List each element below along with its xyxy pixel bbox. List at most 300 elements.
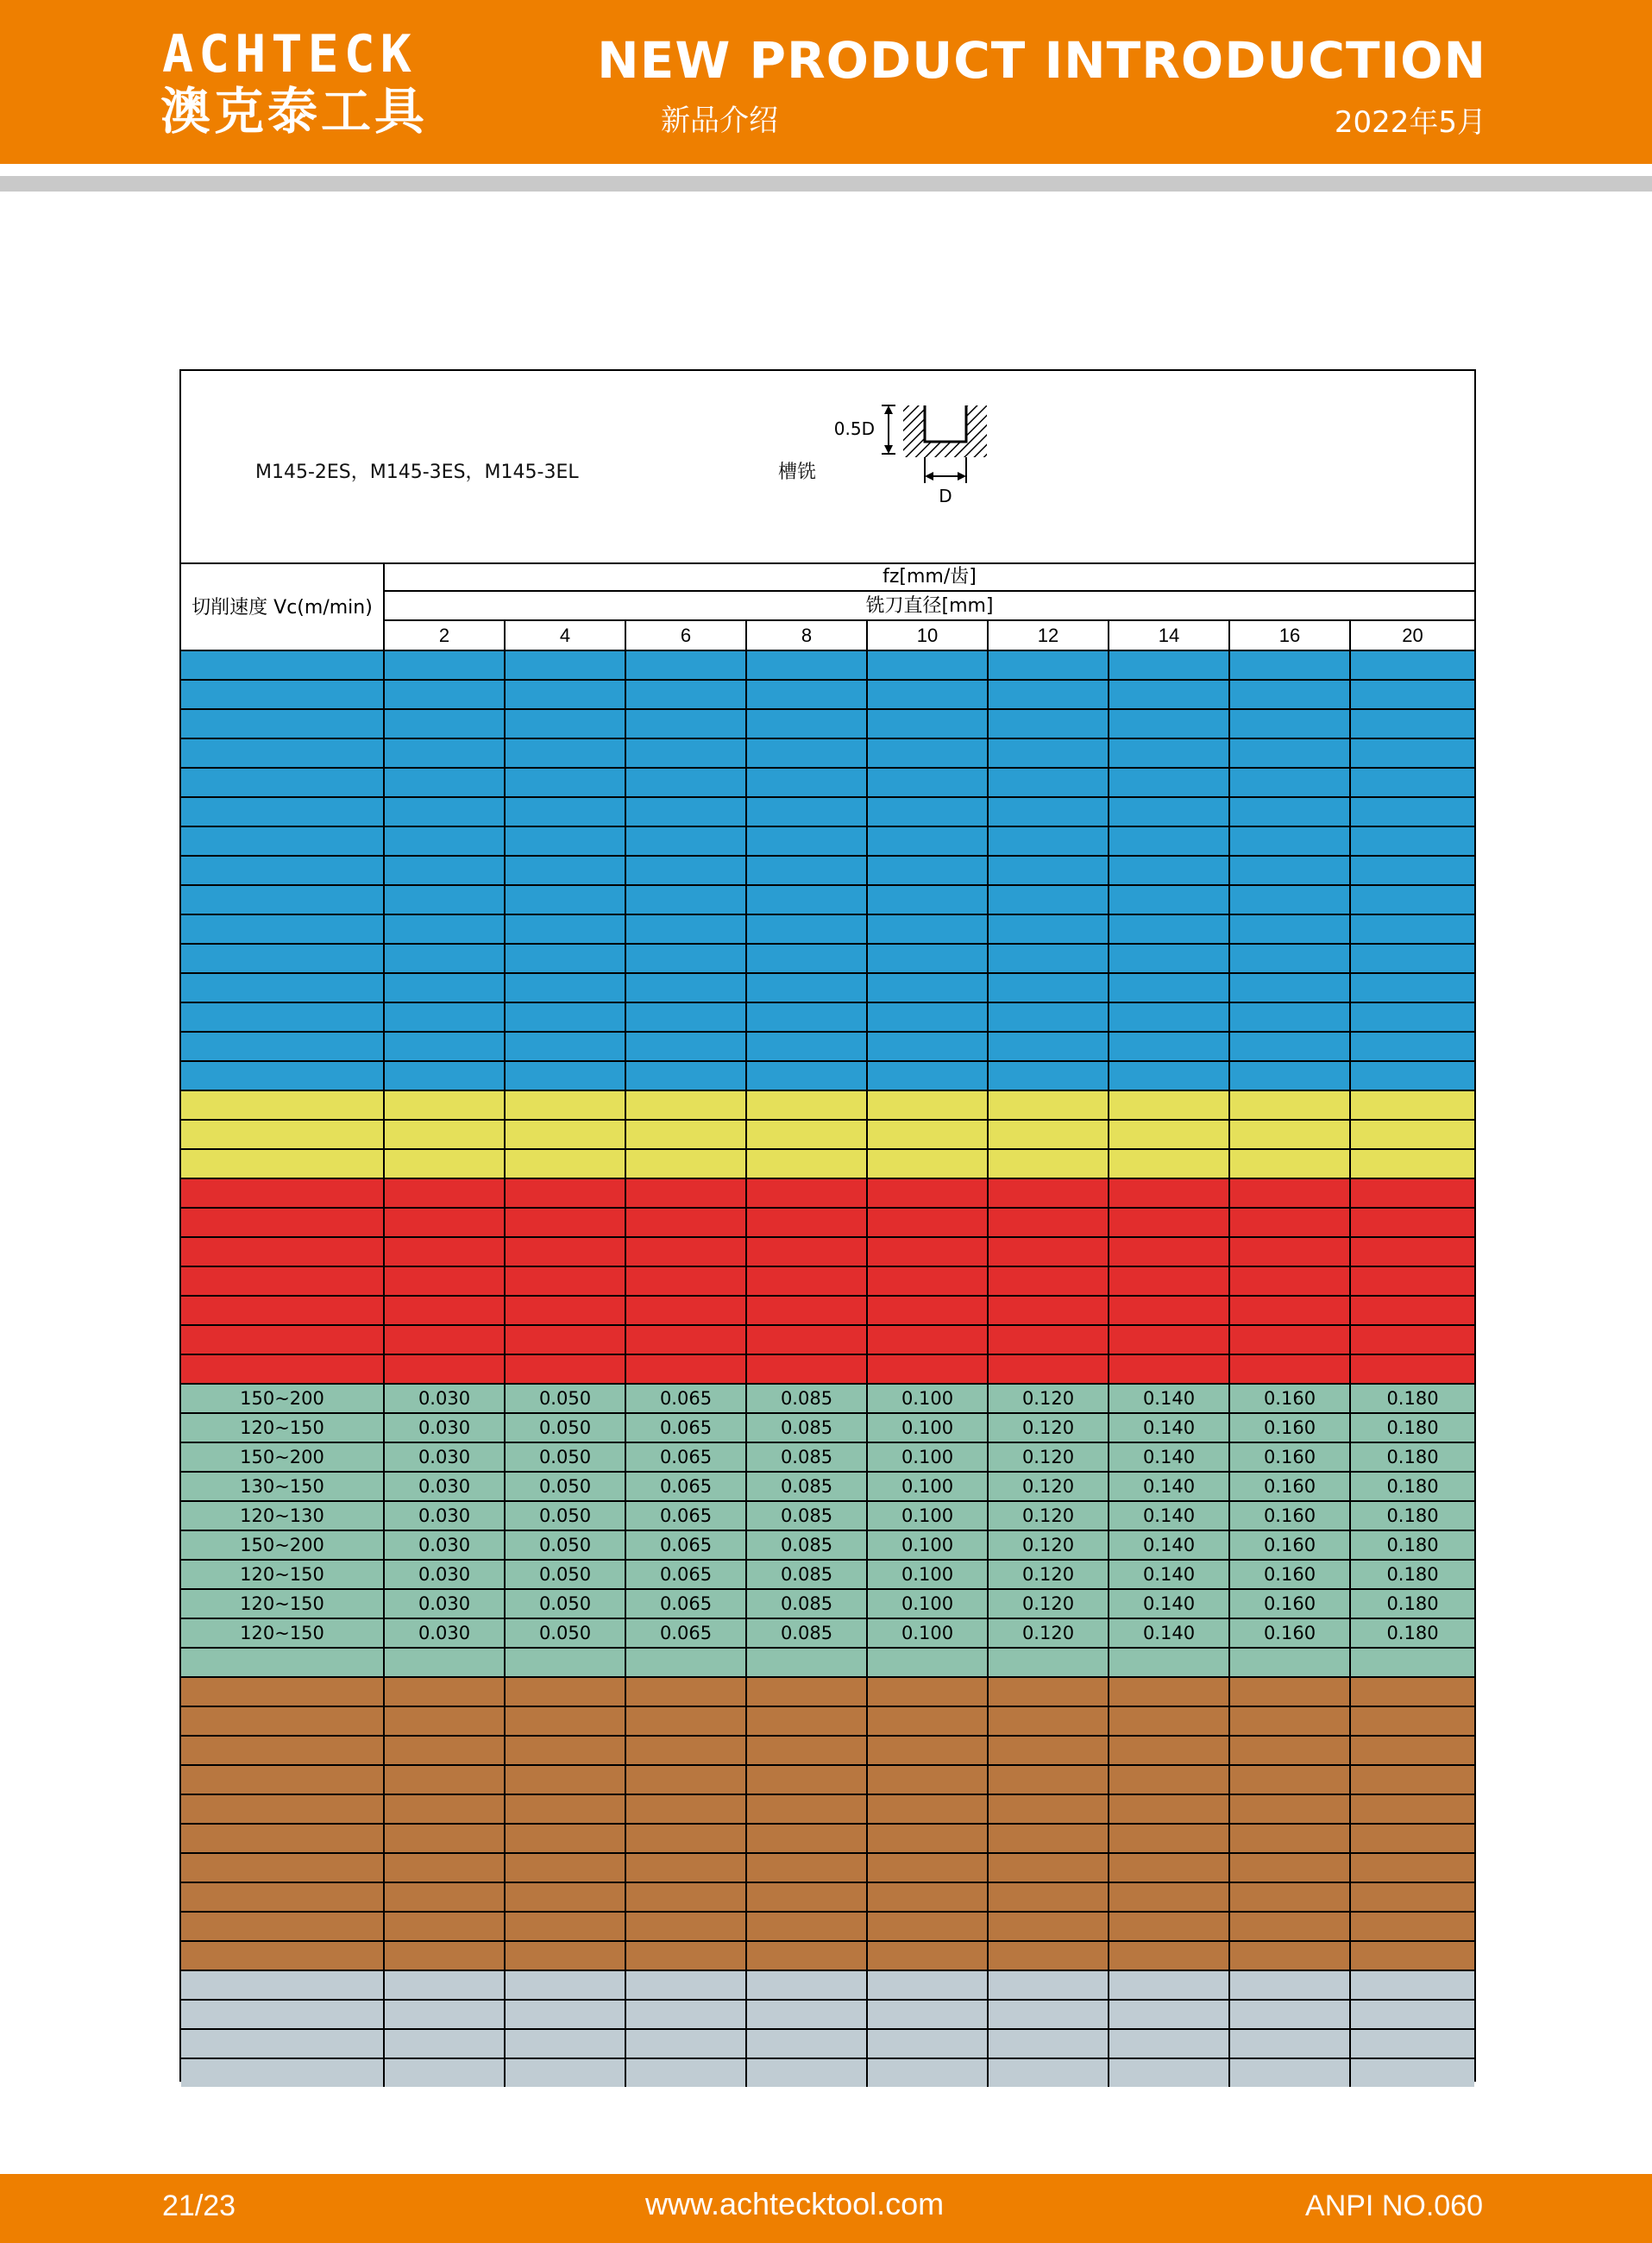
vc-cell xyxy=(181,855,385,884)
fz-cell xyxy=(747,1090,868,1119)
fz-cell xyxy=(506,1970,626,1999)
fz-cell xyxy=(868,914,989,943)
fz-cell xyxy=(1230,1002,1351,1031)
fz-cell: 0.050 xyxy=(506,1471,626,1500)
fz-cell xyxy=(1351,826,1474,855)
vc-cell xyxy=(181,1647,385,1676)
fz-cell: 0.100 xyxy=(868,1383,989,1412)
fz-cell xyxy=(626,650,747,679)
fz-cell xyxy=(1351,2028,1474,2058)
fz-cell xyxy=(626,1970,747,1999)
vc-cell xyxy=(181,1207,385,1236)
fz-cell xyxy=(1109,1266,1230,1295)
logo-text-cn: 澳克泰工具 xyxy=(160,82,429,141)
fz-cell xyxy=(1109,1882,1230,1911)
fz-cell xyxy=(1230,1031,1351,1060)
table-row xyxy=(181,1852,1474,1882)
fz-cell xyxy=(1230,1706,1351,1735)
fz-cell xyxy=(747,1295,868,1324)
table-row xyxy=(181,1354,1474,1383)
fz-cell xyxy=(989,1852,1109,1882)
vc-cell xyxy=(181,1178,385,1207)
fz-cell: 0.140 xyxy=(1109,1442,1230,1471)
fz-cell xyxy=(747,1970,868,1999)
fz-cell: 0.140 xyxy=(1109,1530,1230,1559)
diameter-header-cell: 10 xyxy=(868,621,989,650)
fz-cell xyxy=(1109,2058,1230,2087)
fz-cell: 0.160 xyxy=(1230,1383,1351,1412)
fz-cell xyxy=(1230,1148,1351,1178)
fz-cell xyxy=(385,1031,506,1060)
fz-cell: 0.140 xyxy=(1109,1383,1230,1412)
fz-cell xyxy=(1230,2058,1351,2087)
fz-cell: 0.050 xyxy=(506,1530,626,1559)
fz-cell xyxy=(989,914,1109,943)
vc-cell xyxy=(181,1940,385,1970)
fz-cell xyxy=(385,1090,506,1119)
cutting-data-table xyxy=(179,369,1476,2082)
fz-cell xyxy=(1109,1295,1230,1324)
fz-cell xyxy=(868,1119,989,1148)
fz-cell xyxy=(1109,1031,1230,1060)
fz-cell xyxy=(868,679,989,708)
fz-cell xyxy=(1230,1911,1351,1940)
fz-cell xyxy=(506,1178,626,1207)
fz-cell: 0.065 xyxy=(626,1442,747,1471)
fz-cell xyxy=(747,1999,868,2028)
fz-cell xyxy=(868,826,989,855)
fz-cell xyxy=(1230,738,1351,767)
fz-cell xyxy=(868,1970,989,1999)
vc-cell xyxy=(181,1911,385,1940)
fz-cell: 0.065 xyxy=(626,1588,747,1618)
fz-cell xyxy=(1351,1178,1474,1207)
vc-cell xyxy=(181,1354,385,1383)
table-row xyxy=(181,1618,1474,1647)
fz-cell: 0.065 xyxy=(626,1500,747,1530)
fz-cell xyxy=(385,708,506,738)
fz-cell xyxy=(506,738,626,767)
fz-cell xyxy=(989,1090,1109,1119)
fz-cell xyxy=(506,650,626,679)
fz-cell xyxy=(506,855,626,884)
vc-cell xyxy=(181,679,385,708)
fz-cell xyxy=(868,1295,989,1324)
fz-cell xyxy=(1351,1940,1474,1970)
vc-cell: 120~150 xyxy=(181,1618,385,1647)
fz-cell xyxy=(1230,1295,1351,1324)
vc-cell xyxy=(181,1735,385,1764)
fz-cell xyxy=(385,1148,506,1178)
table-row xyxy=(181,1794,1474,1823)
fz-cell xyxy=(506,1676,626,1706)
fz-cell xyxy=(747,1735,868,1764)
fz-cell xyxy=(989,972,1109,1002)
table-row xyxy=(181,1823,1474,1852)
fz-cell xyxy=(385,1999,506,2028)
vc-cell xyxy=(181,1148,385,1178)
fz-cell xyxy=(868,767,989,796)
fz-cell xyxy=(1351,1706,1474,1735)
table-row xyxy=(181,2028,1474,2058)
fz-cell xyxy=(385,1676,506,1706)
slot-milling-diagram-icon xyxy=(833,397,994,509)
fz-cell xyxy=(747,738,868,767)
diameter-header-cell: 2 xyxy=(385,621,506,650)
fz-cell xyxy=(506,884,626,914)
fz-cell xyxy=(1230,650,1351,679)
fz-cell xyxy=(1109,708,1230,738)
fz-cell xyxy=(747,1794,868,1823)
vc-cell xyxy=(181,1324,385,1354)
fz-cell xyxy=(626,1647,747,1676)
page-number: 21/23 xyxy=(162,2190,236,2222)
fz-cell xyxy=(1230,1882,1351,1911)
table-row xyxy=(181,1999,1474,2028)
fz-cell xyxy=(1230,1999,1351,2028)
fz-cell xyxy=(1351,1676,1474,1706)
diameter-header-cell: 6 xyxy=(626,621,747,650)
fz-cell: 0.120 xyxy=(989,1442,1109,1471)
fz-cell: 0.050 xyxy=(506,1442,626,1471)
fz-cell xyxy=(1109,1970,1230,1999)
fz-cell: 0.030 xyxy=(385,1471,506,1500)
fz-cell: 0.030 xyxy=(385,1559,506,1588)
fz-cell xyxy=(1351,972,1474,1002)
vc-cell xyxy=(181,796,385,826)
fz-cell xyxy=(1351,2058,1474,2087)
vc-cell: 120~150 xyxy=(181,1588,385,1618)
fz-cell xyxy=(1230,796,1351,826)
fz-cell: 0.140 xyxy=(1109,1588,1230,1618)
table-row xyxy=(181,1236,1474,1266)
fz-cell xyxy=(1230,1354,1351,1383)
fz-cell xyxy=(385,1706,506,1735)
fz-cell xyxy=(1230,1266,1351,1295)
table-row xyxy=(181,1266,1474,1295)
fz-cell: 0.050 xyxy=(506,1383,626,1412)
table-row xyxy=(181,1031,1474,1060)
table-row xyxy=(181,1911,1474,1940)
fz-cell: 0.050 xyxy=(506,1412,626,1442)
table-row xyxy=(181,1002,1474,1031)
fz-cell xyxy=(1351,650,1474,679)
fz-cell xyxy=(1351,1764,1474,1794)
fz-cell xyxy=(626,1911,747,1940)
fz-cell xyxy=(989,1266,1109,1295)
vc-cell xyxy=(181,826,385,855)
fz-cell xyxy=(506,796,626,826)
fz-cell: 0.120 xyxy=(989,1500,1109,1530)
fz-cell xyxy=(989,1706,1109,1735)
fz-cell xyxy=(626,1295,747,1324)
fz-cell xyxy=(868,1354,989,1383)
fz-cell xyxy=(747,1911,868,1940)
fz-cell xyxy=(747,826,868,855)
fz-cell xyxy=(1230,1178,1351,1207)
fz-cell xyxy=(1109,1060,1230,1090)
table-row xyxy=(181,972,1474,1002)
fz-cell xyxy=(747,1119,868,1148)
fz-cell xyxy=(385,1002,506,1031)
vc-cell xyxy=(181,1970,385,1999)
fz-cell xyxy=(747,884,868,914)
fz-cell xyxy=(506,1236,626,1266)
fz-cell xyxy=(989,1148,1109,1178)
fz-cell xyxy=(1109,1324,1230,1354)
fz-cell: 0.160 xyxy=(1230,1618,1351,1647)
fz-cell: 0.180 xyxy=(1351,1412,1474,1442)
fz-cell xyxy=(989,796,1109,826)
vc-cell xyxy=(181,738,385,767)
fz-cell xyxy=(1109,679,1230,708)
fz-cell xyxy=(626,1354,747,1383)
fz-cell xyxy=(868,1178,989,1207)
fz-cell xyxy=(1230,1207,1351,1236)
fz-cell xyxy=(989,1735,1109,1764)
fz-cell xyxy=(385,1324,506,1354)
fz-cell xyxy=(1351,914,1474,943)
fz-cell xyxy=(626,943,747,972)
vc-cell: 120~150 xyxy=(181,1412,385,1442)
vc-cell xyxy=(181,884,385,914)
vc-cell: 130~150 xyxy=(181,1471,385,1500)
fz-cell xyxy=(506,1735,626,1764)
fz-cell: 0.140 xyxy=(1109,1559,1230,1588)
fz-cell xyxy=(989,1764,1109,1794)
fz-cell xyxy=(506,1148,626,1178)
table-row xyxy=(181,1706,1474,1735)
fz-cell xyxy=(989,1236,1109,1266)
fz-cell: 0.120 xyxy=(989,1618,1109,1647)
fz-cell xyxy=(1351,1324,1474,1354)
vc-cell xyxy=(181,1823,385,1852)
vc-cell: 120~130 xyxy=(181,1500,385,1530)
fz-cell xyxy=(1230,1676,1351,1706)
table-row xyxy=(181,1442,1474,1471)
table-row xyxy=(181,1559,1474,1588)
fz-cell: 0.160 xyxy=(1230,1471,1351,1500)
fz-cell xyxy=(385,1119,506,1148)
vc-cell xyxy=(181,2058,385,2087)
fz-cell xyxy=(626,2058,747,2087)
document-number: ANPI NO.060 xyxy=(1305,2190,1483,2222)
fz-cell xyxy=(1230,1764,1351,1794)
fz-cell xyxy=(1351,1823,1474,1852)
fz-cell xyxy=(868,1266,989,1295)
fz-cell xyxy=(868,2058,989,2087)
fz-cell: 0.030 xyxy=(385,1442,506,1471)
fz-cell xyxy=(1230,1735,1351,1764)
fz-cell xyxy=(747,1852,868,1882)
fz-cell xyxy=(989,1999,1109,2028)
diameter-header-cell: 4 xyxy=(506,621,626,650)
fz-cell xyxy=(385,826,506,855)
fz-cell xyxy=(1109,1911,1230,1940)
fz-cell xyxy=(506,1999,626,2028)
fz-cell xyxy=(626,884,747,914)
fz-cell xyxy=(506,914,626,943)
fz-cell xyxy=(1230,1324,1351,1354)
fz-cell xyxy=(626,2028,747,2058)
fz-cell xyxy=(626,1882,747,1911)
table-row xyxy=(181,1530,1474,1559)
fz-cell xyxy=(747,679,868,708)
fz-cell xyxy=(626,855,747,884)
fz-cell xyxy=(506,1911,626,1940)
fz-cell xyxy=(626,1090,747,1119)
fz-cell xyxy=(506,1354,626,1383)
fz-cell xyxy=(868,1031,989,1060)
fz-cell xyxy=(1230,1794,1351,1823)
vc-cell xyxy=(181,708,385,738)
fz-cell xyxy=(1351,1354,1474,1383)
fz-cell xyxy=(506,1207,626,1236)
fz-cell xyxy=(747,1647,868,1676)
fz-cell xyxy=(626,1266,747,1295)
fz-cell xyxy=(1230,855,1351,884)
fz-cell: 0.050 xyxy=(506,1500,626,1530)
fz-cell xyxy=(868,1882,989,1911)
fz-cell: 0.100 xyxy=(868,1442,989,1471)
fz-cell xyxy=(506,1882,626,1911)
fz-cell: 0.100 xyxy=(868,1618,989,1647)
fz-cell xyxy=(747,972,868,1002)
diameter-header-cell: 8 xyxy=(747,621,868,650)
fz-cell: 0.085 xyxy=(747,1500,868,1530)
table-row xyxy=(181,1676,1474,1706)
fz-cell: 0.085 xyxy=(747,1471,868,1500)
fz-cell xyxy=(868,884,989,914)
table-row xyxy=(181,708,1474,738)
vc-cell xyxy=(181,1031,385,1060)
fz-cell xyxy=(506,972,626,1002)
depth-label: 0.5D xyxy=(833,418,875,439)
fz-cell xyxy=(868,1090,989,1119)
fz-cell xyxy=(385,650,506,679)
fz-cell xyxy=(1230,943,1351,972)
fz-cell xyxy=(989,1031,1109,1060)
fz-cell xyxy=(747,1823,868,1852)
fz-cell xyxy=(506,1324,626,1354)
fz-cell xyxy=(626,1060,747,1090)
fz-cell xyxy=(385,1266,506,1295)
fz-cell: 0.065 xyxy=(626,1412,747,1442)
fz-cell xyxy=(1109,914,1230,943)
fz-cell: 0.030 xyxy=(385,1412,506,1442)
fz-cell: 0.180 xyxy=(1351,1442,1474,1471)
fz-cell xyxy=(868,1794,989,1823)
fz-cell xyxy=(747,1002,868,1031)
vc-cell xyxy=(181,1266,385,1295)
fz-cell xyxy=(1230,914,1351,943)
fz-cell xyxy=(868,1002,989,1031)
fz-cell xyxy=(868,1852,989,1882)
table-row xyxy=(181,1471,1474,1500)
fz-cell xyxy=(1230,1852,1351,1882)
fz-cell: 0.100 xyxy=(868,1588,989,1618)
fz-cell xyxy=(1351,1794,1474,1823)
fz-cell xyxy=(868,943,989,972)
fz-cell xyxy=(626,1823,747,1852)
vc-cell xyxy=(181,650,385,679)
fz-cell xyxy=(1109,855,1230,884)
vc-cell xyxy=(181,1999,385,2028)
vc-cell xyxy=(181,1090,385,1119)
fz-cell xyxy=(989,1911,1109,1940)
fz-cell: 0.085 xyxy=(747,1559,868,1588)
fz-cell xyxy=(868,972,989,1002)
fz-cell xyxy=(989,1647,1109,1676)
fz-cell xyxy=(626,1324,747,1354)
fz-cell xyxy=(1109,2028,1230,2058)
fz-cell xyxy=(747,914,868,943)
fz-cell: 0.180 xyxy=(1351,1500,1474,1530)
fz-cell xyxy=(626,1178,747,1207)
fz-cell: 0.160 xyxy=(1230,1559,1351,1588)
fz-cell xyxy=(506,1852,626,1882)
fz-cell xyxy=(1230,884,1351,914)
fz-cell: 0.065 xyxy=(626,1530,747,1559)
vc-cell xyxy=(181,1676,385,1706)
fz-cell xyxy=(989,1060,1109,1090)
fz-cell xyxy=(385,1794,506,1823)
fz-cell xyxy=(1351,1002,1474,1031)
vc-cell xyxy=(181,1794,385,1823)
fz-cell: 0.120 xyxy=(989,1412,1109,1442)
fz-cell xyxy=(385,884,506,914)
fz-cell xyxy=(747,2058,868,2087)
fz-cell xyxy=(385,767,506,796)
vc-cell xyxy=(181,1295,385,1324)
fz-cell xyxy=(385,1852,506,1882)
fz-cell xyxy=(385,1911,506,1940)
fz-cell xyxy=(1109,796,1230,826)
fz-cell xyxy=(385,1940,506,1970)
fz-cell xyxy=(1351,884,1474,914)
fz-cell xyxy=(747,1676,868,1706)
fz-cell xyxy=(1351,708,1474,738)
fz-cell xyxy=(385,1647,506,1676)
fz-cell xyxy=(747,1207,868,1236)
vc-cell: 150~200 xyxy=(181,1383,385,1412)
fz-cell xyxy=(506,1940,626,1970)
fz-cell xyxy=(989,943,1109,972)
fz-cell xyxy=(1351,1882,1474,1911)
fz-cell xyxy=(1351,1207,1474,1236)
fz-cell: 0.085 xyxy=(747,1442,868,1471)
fz-cell xyxy=(747,708,868,738)
fz-cell xyxy=(626,1002,747,1031)
fz-cell xyxy=(989,738,1109,767)
fz-cell xyxy=(868,1207,989,1236)
fz-cell xyxy=(989,1794,1109,1823)
fz-cell xyxy=(1230,1940,1351,1970)
fz-cell: 0.100 xyxy=(868,1471,989,1500)
fz-cell xyxy=(868,1647,989,1676)
fz-cell: 0.180 xyxy=(1351,1471,1474,1500)
fz-cell xyxy=(1230,1823,1351,1852)
fz-cell xyxy=(385,1354,506,1383)
fz-cell: 0.065 xyxy=(626,1618,747,1647)
fz-cell xyxy=(385,943,506,972)
fz-cell xyxy=(1109,650,1230,679)
fz-cell: 0.085 xyxy=(747,1383,868,1412)
fz-cell: 0.030 xyxy=(385,1383,506,1412)
fz-cell xyxy=(385,1236,506,1266)
fz-cell xyxy=(747,1706,868,1735)
fz-cell xyxy=(1230,972,1351,1002)
